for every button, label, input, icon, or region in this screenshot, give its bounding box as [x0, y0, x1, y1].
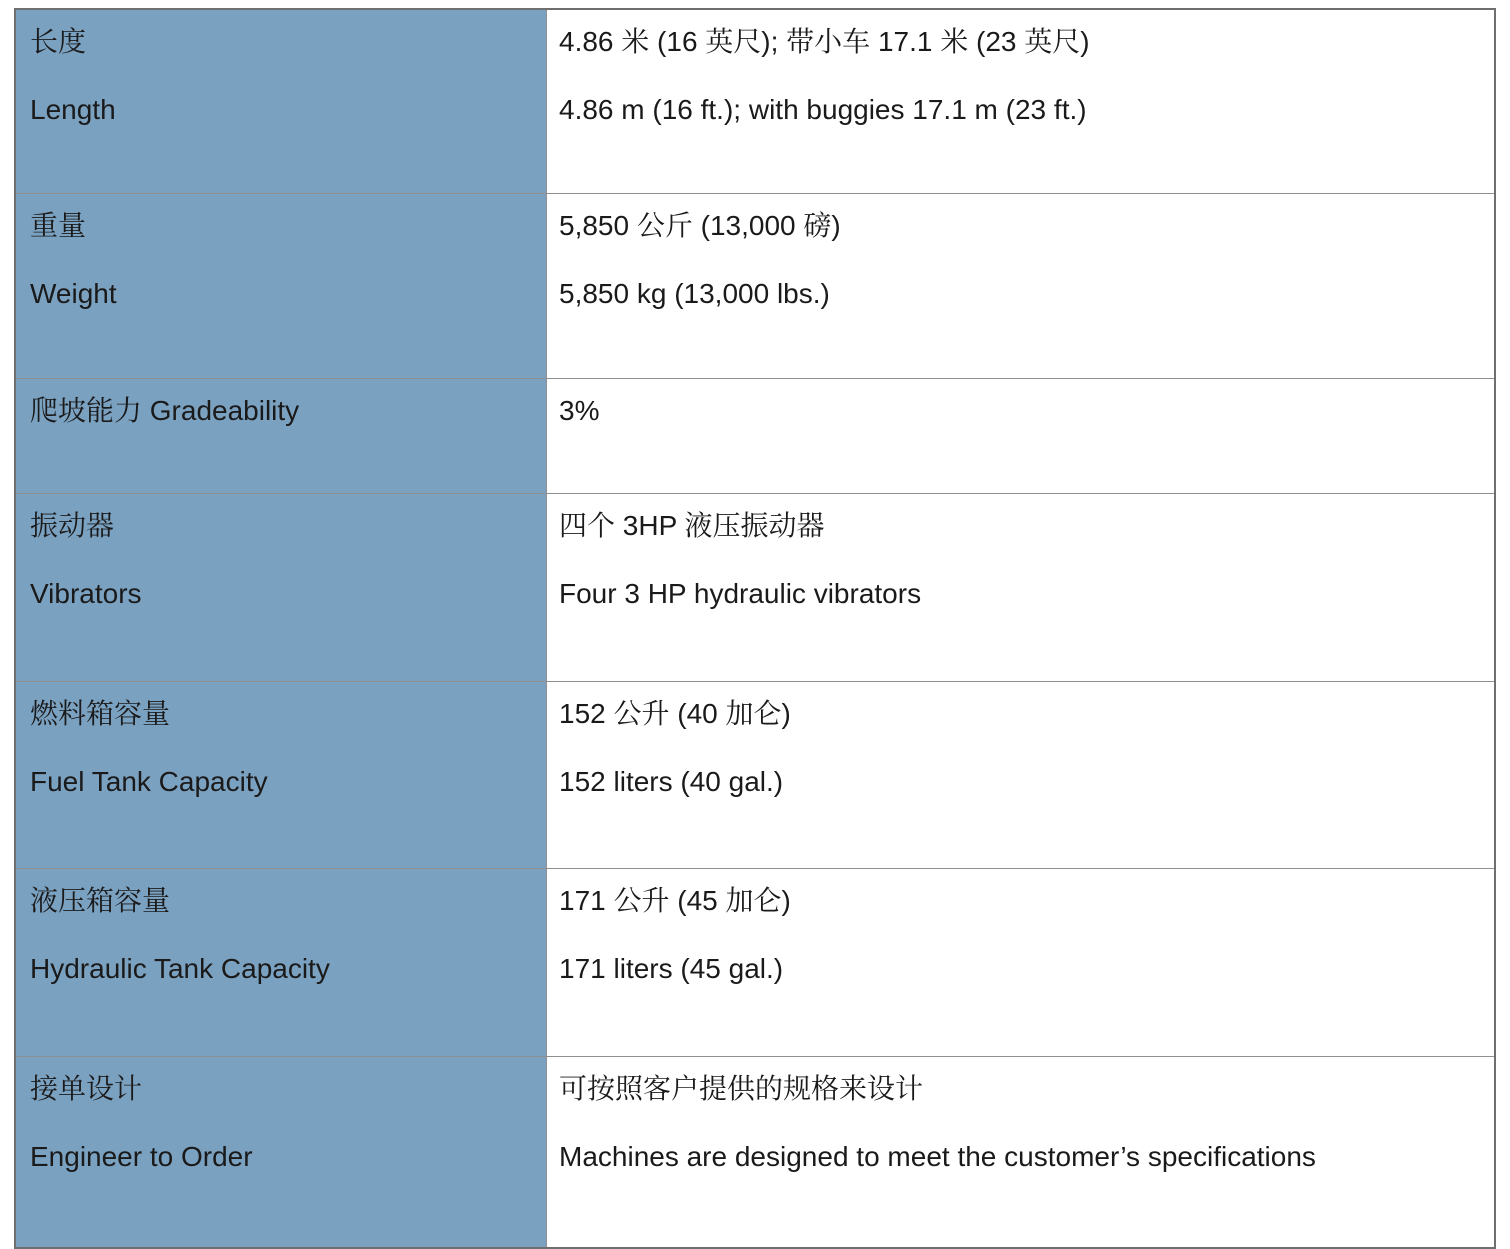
spec-value-en: 5,850 kg (13,000 lbs.)	[559, 278, 830, 309]
spec-table	[14, 8, 1496, 1249]
spec-label-cell	[15, 494, 547, 682]
spec-value-zh: 3%	[559, 395, 600, 426]
table-row	[15, 379, 1495, 494]
spec-label-zh: 重量	[30, 210, 87, 241]
spec-value-cell	[547, 9, 1496, 194]
spec-label-en: Hydraulic Tank Capacity	[30, 953, 330, 984]
spec-value-en: 152 liters (40 gal.)	[559, 766, 784, 797]
spec-label-cell	[15, 9, 547, 194]
table-row	[15, 494, 1495, 682]
spec-label-zh: 振动器	[30, 510, 115, 541]
spec-label-en: Weight	[30, 278, 117, 309]
spec-value-zh: 四个 3HP 液压振动器	[559, 510, 825, 541]
spec-label-zh: 燃料箱容量	[30, 698, 171, 729]
spec-value-cell	[547, 682, 1496, 869]
spec-label-zh: 长度	[30, 26, 87, 57]
spec-value-zh: 可按照客户提供的规格来设计	[559, 1073, 924, 1104]
spec-label-en: Fuel Tank Capacity	[30, 766, 268, 797]
spec-label-en: Engineer to Order	[30, 1141, 253, 1172]
table-row	[15, 1057, 1495, 1249]
spec-label-zh: 接单设计	[30, 1073, 143, 1104]
spec-label-zh: 爬坡能力 Gradeability	[30, 395, 300, 426]
spec-label-cell	[15, 1057, 547, 1249]
spec-value-en: Machines are designed to meet the customer’s specifications	[559, 1141, 1316, 1172]
table-row	[15, 869, 1495, 1057]
spec-value-zh: 5,850 公斤 (13,000 磅)	[559, 210, 841, 241]
spec-label-cell	[15, 682, 547, 869]
spec-value-en: 4.86 m (16 ft.); with buggies 17.1 m (23 ft.)	[559, 94, 1087, 125]
spec-label-cell	[15, 379, 547, 494]
spec-value-cell	[547, 379, 1496, 494]
spec-value-zh: 152 公升 (40 加仑)	[559, 698, 791, 729]
table-row	[15, 194, 1495, 379]
spec-value-en: 171 liters (45 gal.)	[559, 953, 784, 984]
table-row	[15, 682, 1495, 869]
spec-value-cell	[547, 869, 1496, 1057]
spec-label-en: Vibrators	[30, 578, 142, 609]
spec-value-cell	[547, 1057, 1496, 1249]
spec-value-cell	[547, 194, 1496, 379]
spec-label-en: Length	[30, 94, 116, 125]
table-row	[15, 9, 1495, 194]
spec-value-zh: 171 公升 (45 加仑)	[559, 885, 791, 916]
spec-value-en: Four 3 HP hydraulic vibrators	[559, 578, 922, 609]
spec-label-cell	[15, 869, 547, 1057]
spec-value-zh: 4.86 米 (16 英尺); 带小车 17.1 米 (23 英尺)	[559, 26, 1090, 57]
spec-label-cell	[15, 194, 547, 379]
spec-label-zh: 液压箱容量	[30, 885, 171, 916]
spec-value-cell	[547, 494, 1496, 682]
